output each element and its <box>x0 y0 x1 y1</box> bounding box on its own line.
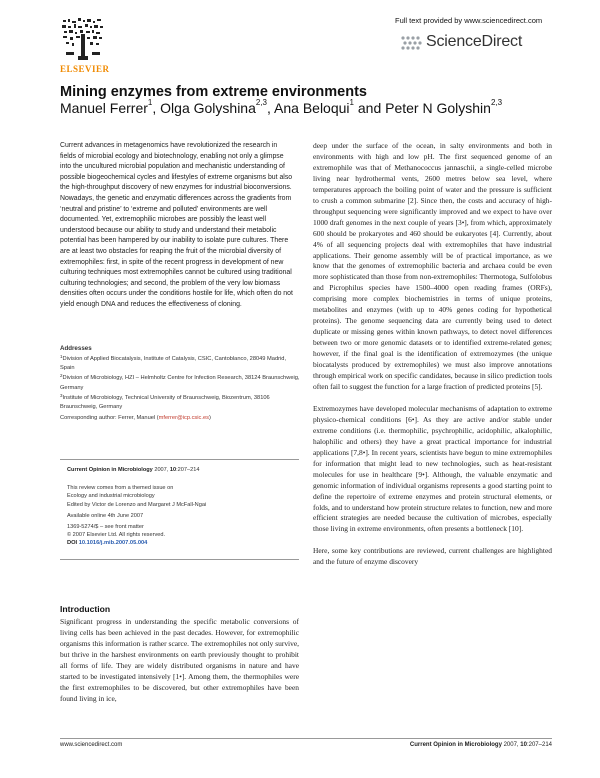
author-name: Manuel Ferrer <box>60 100 148 116</box>
body-paragraph: Extremozymes have developed molecular mechanisms of adaptation to extreme physico-chemical conditions [6•]. As they are active and/or stable under extreme conditions (i.e. thermophilic, psychrophilic, acidophilic, alkalophilic, halophilic and others) they have a great practical importance for industrial applications [7,8•]. In recent years, scientists have begun to mine extremophiles for information that might lead to new technologies, such as heat-resistant molecules for use in healthcare [9•]. Although, the valuable enzymatic and genomic information of individual organisms represents a good starting point to define the repertoire of extreme enzymes and protein structural elements, or folds, and to understand how protein structure relates to function, new and more efficient strategies are needed because the cultivation of microbes, especially those living in extreme environments, often presents a bottleneck [10]. <box>313 403 552 534</box>
sciencedirect-brand: ScienceDirect <box>426 33 523 50</box>
footer-journal-ref: Current Opinion in Microbiology 2007, 10:207–214 <box>409 742 552 748</box>
author-name: Ana Beloqui <box>274 100 350 116</box>
divider <box>60 459 299 460</box>
corresponding-author: Corresponding author: Ferrer, Manuel (mferrer@icp.csic.es) <box>60 415 211 421</box>
right-column-text <box>313 141 552 568</box>
addresses-heading: Addresses <box>60 345 92 352</box>
corresponding-email-link[interactable]: mferrer@icp.csic.es <box>158 415 209 421</box>
author-affiliation: 2,3 <box>490 98 503 108</box>
full-text-provided-by: Full text provided by www.sciencedirect.com <box>395 16 543 25</box>
author-separator: , <box>152 100 161 116</box>
author-affiliation: 2,3 <box>255 98 267 108</box>
address-item: $^2$Division of Microbiology, HZI – Helmholtz Centre for Infection Research, 38124 Braunschweig, Germany <box>60 373 300 391</box>
sciencedirect-dots-icon <box>400 34 424 54</box>
address-item: $^3$Institute of Microbiology, Technical University of Braunschweig, Biozentrum, 38106 Braunschweig, Germany <box>60 392 270 411</box>
abstract-text: Current advances in metagenomics have revolutionized the research in fields of microbial ecology and biotechnology, enabling not only a glimpse into the uncultured microbial population and mechanistic understanding of possible biogeochemical cycles and lifestyles of extreme organisms but also the high-throughput discovery of new enzymes for industrial bioconversions. Nowadays, the genetic and enzymatic differences across the gradients from ‘neutral and pristine’ to ‘extreme and polluted’ environments are well documented. Yet, extremophilic microbes are possibly the least well understood because our ability to study and understand their metabolic potential has been hampered by our inability to isolate pure cultures. There are at least two obstacles for reaping the fruit of the microbial diversity of extremophiles: first, in spite of the recent progress in development of new culturing techniques most extremophiles cannot be cultured using traditional culturing technologies; and second, the problem of the very low biomass densities often occurs under the conditions hostile for life, which often do not yield enough DNA and reduces the effectiveness of cloning. <box>60 142 293 308</box>
address-item: $^1$Division of Applied Biocatalysis, Institute of Catalysis, CSIC, Cantoblanco, 28049 Madrid, Spain <box>60 354 287 372</box>
divider <box>60 559 299 560</box>
address-list <box>60 354 300 412</box>
author-separator: and <box>353 100 386 116</box>
body-paragraph: Here, some key contributions are reviewed, current challenges are highlighted and the future of enzyme discovery <box>313 546 552 567</box>
introduction-text: Significant progress in understanding the specific metabolic conversions of living cells has been achieved in the past decades. However, for extremophilic organisms this information is rather scarce. The extremophiles not only survive, but thrive in the harshest environments on earth previously thought to prohibit all forms of life. They are widely distributed organisms in nature and have started to be investigated intensively [1•]. Among them, the thermophiles were the first extremophiles to be discovered, but other extremophiles have been found living in ice, <box>60 617 299 703</box>
article-title: Mining enzymes from extreme environments <box>60 84 367 100</box>
elsevier-wordmark: ELSEVIER <box>60 64 110 74</box>
elsevier-tree-logo <box>60 16 106 62</box>
issn-copyright: 1369-5274/$ – see front matter © 2007 Elsevier Ltd. All rights reserved. <box>67 524 166 539</box>
body-paragraph: deep under the surface of the ocean, in salty environments and both in environments with high and low pH. The first sequenced genome of an extremophile was that of Methanococcus jannaschii, a single-celled microbe living near hydrothermal vents, 2600 metres below sea level, where temperatures approach the boiling point of water and the pressure is sufficient to crush a common submarine [2]. Since then, the costs and accuracy of high-throughput sequencing were significantly improved and we expect to have over 1000 draft genomes in the next couple of years [3•], from which, approximately 600 should be prokaryotes and 460 should be eukaryotes [4]. Currently, about 4% of all sequencing projects deal with extremophiles that have industrial applications. Their genome assembly will be of practical importance, as we know that the genomes of extremophilic bacteria and archaea could be even more sophisticated than those from non-extremophiles: Thermotoga, Sulfolobus and Picrophilus species have 1500–4000 open reading frames (ORFs), comprising more complex biochemistries in terms of unique proteins, metabolites and enzymes (with up to 40% genes coding for hypothetical proteins). The genome sequencing data are currently being used to detect duplicate or missing genes within known pathways, to detect novel differences between two or more genomic datasets or to identified extreme-related genes; however, if the final goal is the identification of extremozymes (the unique biocatalysts produced by extremophiles) we must also improve annotations through empirical work on specific candidates, because in silico prediction tools often fail to suggest the function for a large fraction of predicted proteins [5]. <box>313 141 552 391</box>
doi-link[interactable]: 10.1016/j.mib.2007.05.004 <box>78 540 148 546</box>
author-affiliation: 1 <box>349 98 354 108</box>
themed-issue-note: This review comes from a themed issue on Ecology and industrial microbiology Edited by Victor de Lorenzo and Margaret J McFall-Ngai <box>67 485 207 508</box>
journal-reference: Current Opinion in Microbiology 2007, 10:207–214 <box>67 467 200 473</box>
author-name: Olga Golyshina <box>160 100 256 116</box>
footer-url: www.sciencedirect.com <box>60 742 123 748</box>
available-online-date: Available online 4th June 2007 <box>67 513 144 519</box>
author-affiliation: 1 <box>147 98 153 108</box>
doi-line: DOI 10.1016/j.mib.2007.05.004 <box>67 540 148 546</box>
author-list <box>60 100 502 116</box>
author-name: Peter N Golyshin <box>385 100 491 116</box>
introduction-heading: Introduction <box>60 604 111 614</box>
author-separator: , <box>267 100 275 116</box>
footer-divider <box>60 738 552 739</box>
